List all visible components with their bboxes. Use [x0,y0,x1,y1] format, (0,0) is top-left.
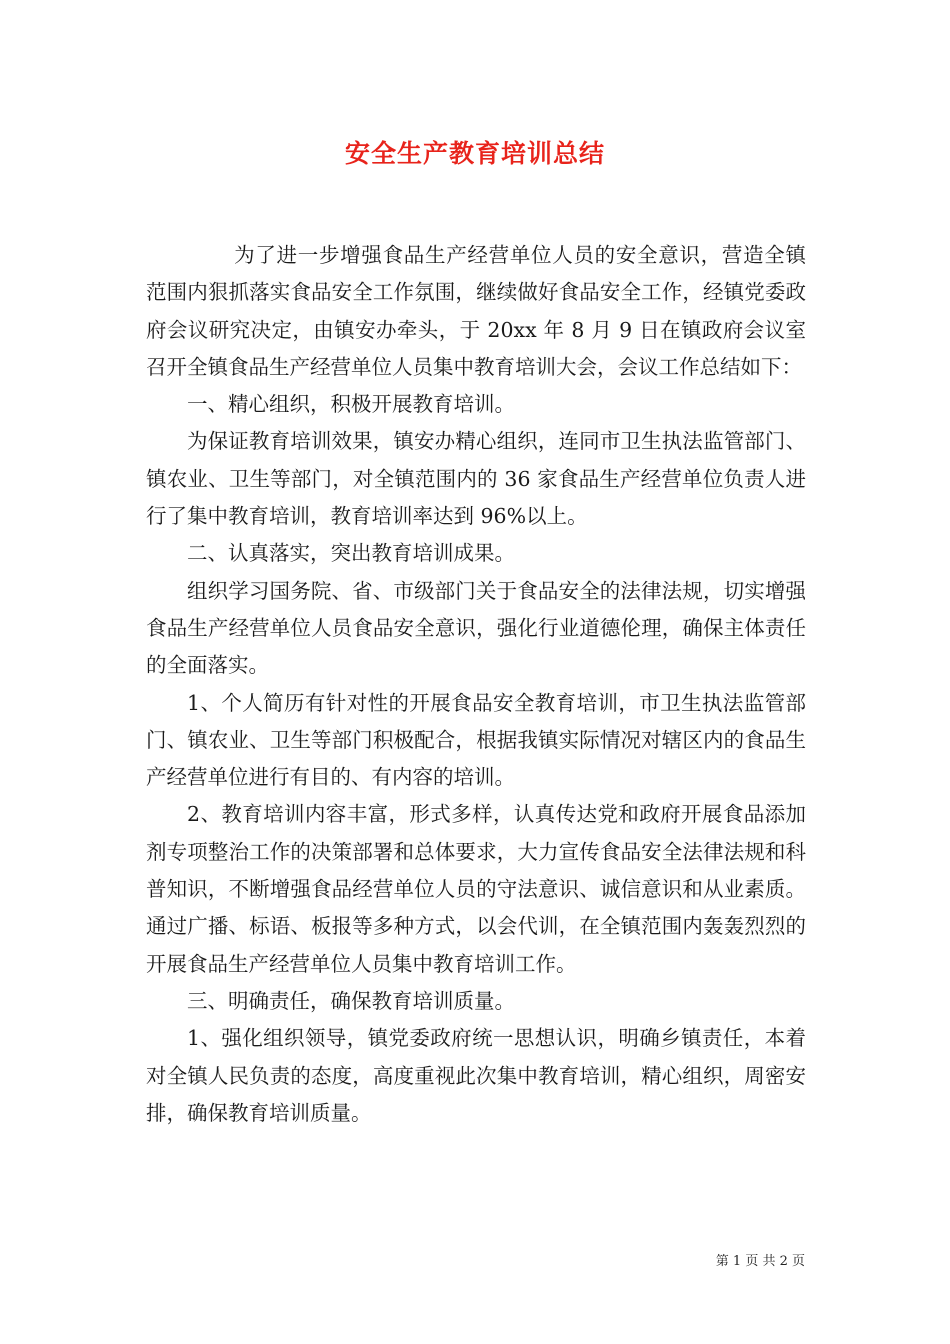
section-heading-1: 一、精心组织，积极开展教育培训。 [187,392,515,417]
document-title: 安全生产教育培训总结 [344,139,605,168]
paragraph: 1、强化组织领导，镇党委政府统一思想认识，明确乡镇责任，本着对全镇人民负责的态度，高度重视此次集中教育培训，精心组织，周密安排，确保教育培训质量。 [146,1026,806,1125]
paragraph: 2、教育培训内容丰富，形式多样，认真传达党和政府开展食品添加剂专项整治工作的决策部署和总体要求，大力宣传食品安全法律法规和科普知识，不断增强食品经营单位人员的守法意识、诚信意识和从业素质。通过广播、标语、板报等多种方式，以会代训，在全镇范围内轰轰烈烈的开展食品生产经营单位人员集中教育培训工作。 [146,802,806,976]
section-heading-2: 二、认真落实，突出教育培训成果。 [187,541,515,566]
page-number: 第 1 页 共 2 页 [715,1254,805,1269]
paragraph: 1、个人简历有针对性的开展食品安全教育培训，市卫生执法监管部门、镇农业、卫生等部门积极配合，根据我镇实际情况对辖区内的食品生产经营单位进行有目的、有内容的培训。 [146,690,806,790]
section-heading-3: 三、明确责任，确保教育培训质量。 [187,988,515,1013]
document-body [146,237,806,1132]
paragraph: 组织学习国务院、省、市级部门关于食品安全的法律法规，切实增强食品生产经营单位人员食品安全意识，强化行业道德伦理，确保主体责任的全面落实。 [146,578,806,678]
paragraph-intro: 为了进一步增强食品生产经营单位人员的安全意识，营造全镇范围内狠抓落实食品安全工作氛围，继续做好食品安全工作，经镇党委政府会议研究决定，由镇安办牵头，于 20xx 年 8 月 9 日在镇政府会议室召开全镇食品生产经营单位人员集中教育培训大会，会议工作总结如下： [146,243,806,379]
paragraph: 为保证教育培训效果，镇安办精心组织，连同市卫生执法监管部门、镇农业、卫生等部门，对全镇范围内的 36 家食品生产经营单位负责人进行了集中教育培训，教育培训率达到 96%以上。 [146,429,806,529]
